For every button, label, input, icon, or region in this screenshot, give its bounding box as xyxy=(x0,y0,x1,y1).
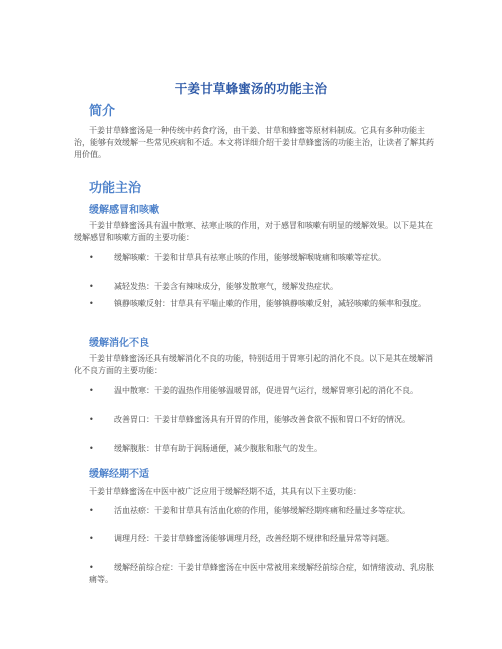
cold-paragraph: 干姜甘草蜂蜜汤具有温中散寒、祛寒止咳的作用，对于感冒和咳嗽有明显的缓解效果。以下是其在缓解感冒和咳嗽方面的主要功能： xyxy=(74,221,433,242)
list-item xyxy=(89,443,434,455)
bullet-glyph: • xyxy=(89,282,94,291)
menstrual-paragraph: 干姜甘草蜂蜜汤在中医中被广泛应用于缓解经期不适，其具有以下主要功能： xyxy=(89,487,361,496)
list-item xyxy=(89,252,434,264)
bullet-glyph: • xyxy=(89,506,94,515)
bullet-glyph: • xyxy=(89,386,94,395)
document-title: 干姜甘草蜂蜜汤的功能主治 xyxy=(174,81,328,96)
bullet-text: 缓解咳嗽：干姜和甘草具有祛寒止咳的作用，能够缓解喉咙痛和咳嗽等症状。 xyxy=(114,253,386,262)
list-item xyxy=(89,414,434,426)
bullet-text: 活血祛瘀：干姜和甘草具有活血化瘀的作用，能够缓解经期疼痛和经量过多等症状。 xyxy=(114,506,410,515)
bullet-glyph: • xyxy=(89,563,94,572)
list-item xyxy=(89,385,434,397)
heading-intro: 简介 xyxy=(89,104,116,119)
bullet-glyph: • xyxy=(89,415,94,424)
bullet-glyph: • xyxy=(89,299,94,308)
list-item xyxy=(89,505,434,517)
intro-paragraph: 干姜甘草蜂蜜汤是一种传统中药食疗汤，由干姜、甘草和蜂蜜等原材料制成。它具有多种功能主治，能够有效缓解一些常见疾病和不适。本文将详细介绍干姜甘草蜂蜜汤的功能主治，让读者了解其药用价值。 xyxy=(74,126,434,159)
list-item xyxy=(89,298,434,310)
heading-menstrual: 缓解经期不适 xyxy=(89,469,149,480)
heading-digestion: 缓解消化不良 xyxy=(89,338,149,349)
bullet-text: 镇静咳嗽反射：甘草具有平喘止嗽的作用，能够镇静咳嗽反射，减轻咳嗽的频率和强度。 xyxy=(114,299,426,308)
bullet-text: 调理月经：干姜甘草蜂蜜汤能够调理月经，改善经期不规律和经量异常等问题。 xyxy=(114,534,394,543)
heading-cold: 缓解感冒和咳嗽 xyxy=(89,205,159,216)
bullet-text: 温中散寒：干姜的温热作用能够温暖胃部，促进胃气运行，缓解胃寒引起的消化不良。 xyxy=(114,386,418,395)
heading-functions: 功能主治 xyxy=(89,181,142,196)
bullet-text: 改善胃口：干姜甘草蜂蜜汤具有开胃的作用，能够改善食欲不振和胃口不好的情况。 xyxy=(114,415,410,424)
bullet-glyph: • xyxy=(89,253,94,262)
bullet-text: 减轻发热：干姜含有辣味成分，能够发散寒气，缓解发热症状。 xyxy=(114,282,338,291)
bullet-glyph: • xyxy=(89,444,94,453)
bullet-text: 缓解腹胀：甘草有助于润肠通便，减少腹胀和胀气的发生。 xyxy=(114,444,322,453)
digestion-paragraph: 干姜甘草蜂蜜汤还具有缓解消化不良的功能，特别适用于胃寒引起的消化不良。以下是其在缓解消化不良方面的主要功能： xyxy=(74,354,433,375)
bullet-glyph: • xyxy=(89,534,94,543)
list-item xyxy=(89,533,434,545)
list-item xyxy=(89,562,434,586)
list-item xyxy=(89,281,434,293)
bullet-text: 缓解经前综合症：干姜甘草蜂蜜汤在中医中常被用来缓解经前综合症，如情绪波动、乳房胀痛等。 xyxy=(89,563,434,584)
